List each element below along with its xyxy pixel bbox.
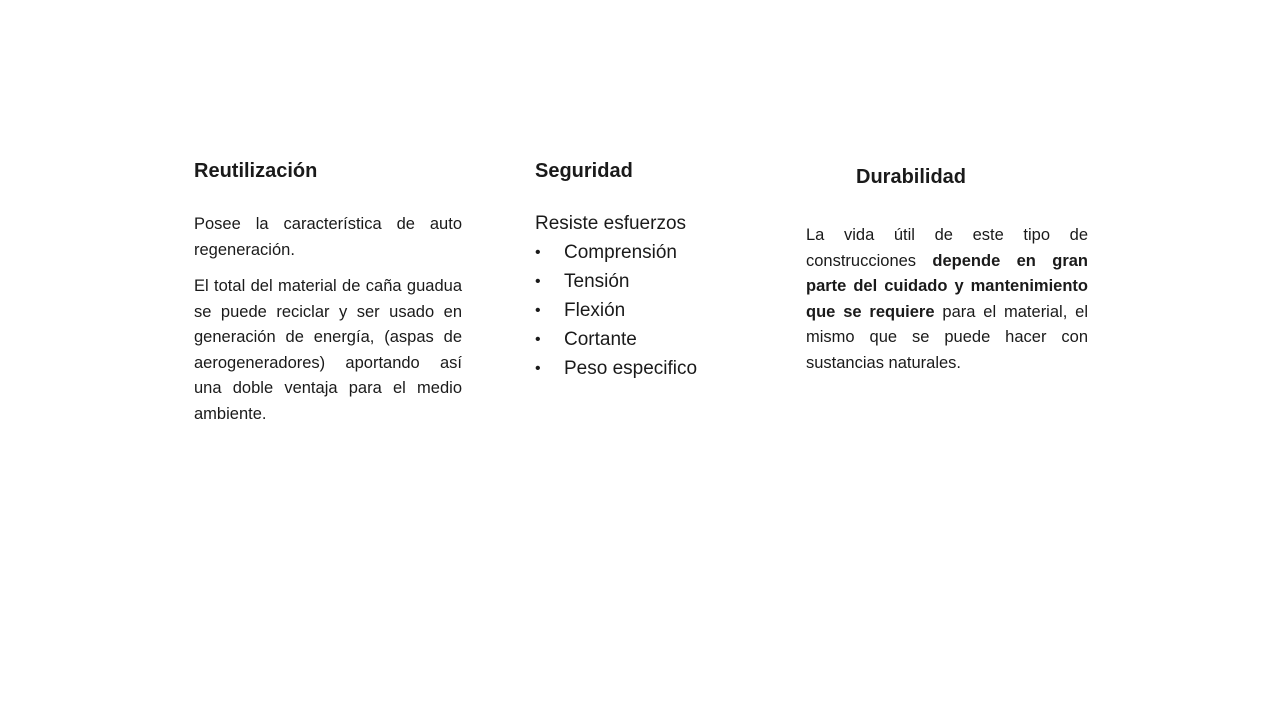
list-item-label: Peso especifico [564,358,698,379]
durabilidad-text-start: La vida útil de este tipo de construcciones [806,226,1088,270]
bullet-icon: • [535,331,541,348]
durabilidad-text-emphasis: depende en gran parte del cuidado y mantenimiento que se requiere [806,251,1088,321]
bullet-icon: • [535,360,541,377]
list-item-label: Flexión [564,300,626,321]
list-item-label: Cortante [564,329,637,350]
seguridad-lead: Resiste esfuerzos [535,213,687,234]
list-item-label: Tensión [564,271,630,292]
bullet-icon: • [535,273,541,290]
list-item [535,238,765,267]
seguridad-list [535,238,765,383]
list-item [535,267,765,296]
reutilizacion-heading: Reutilización [194,160,318,182]
bullet-icon: • [535,244,541,261]
list-item [535,354,765,383]
list-item [535,325,765,354]
list-item-label: Comprensión [564,242,677,263]
reutilizacion-paragraph-2: El total del material de caña guadua se puede reciclar y ser usado en generación de energía, (aspas de aerogeneradores) aportando así una doble ventaja para el medio ambiente. [194,277,462,423]
durabilidad-text-end: para el material, el mismo que se puede hacer con sustancias naturales. [806,302,1088,372]
list-item [535,296,765,325]
bullet-icon: • [535,302,541,319]
reutilizacion-column [194,158,462,438]
seguridad-column [535,158,765,383]
seguridad-heading: Seguridad [535,160,633,182]
durabilidad-heading: Durabilidad [856,166,967,188]
durabilidad-column [806,164,1088,376]
durabilidad-paragraph [806,223,1088,376]
reutilizacion-paragraph-1: Posee la característica de auto regeneración. [194,215,462,259]
